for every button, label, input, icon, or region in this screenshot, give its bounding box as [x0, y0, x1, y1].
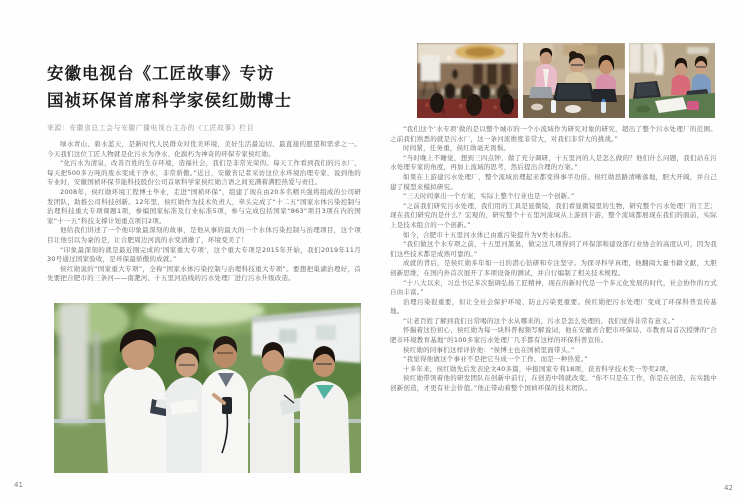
article-title-line1: 安徽电视台《工匠故事》专访	[47, 64, 275, 83]
paragraph: 如今，合肥市十五里河水体已由重污染提升为Ⅴ类水标准。	[403, 230, 576, 239]
right-page-body	[390, 125, 717, 473]
conference-room-art	[417, 43, 518, 118]
paragraph: “我觉得他做这个事业不是把它当成一个工作，而是一种热爱。”	[403, 355, 588, 364]
paragraph: 时间紧，任务重，侯红勋毫无畏惧。	[403, 144, 511, 153]
paragraph: 侯红勋带领着他的研发团队在创新中前行，在创造中铸就改变。“你不只是在工作，你是在创造，在实践中创新创造，才更有社会价值。”他正带动着整个国祯环保的技术团队。	[390, 374, 717, 393]
three-researchers-art	[523, 43, 625, 118]
page-number-42: 42	[724, 484, 733, 492]
paragraph: “化污水为清泉，改善百姓的生存环境，造福社会，我们是非常光荣的。每天工作看到我们的污水厂，每天把500多万吨的废水变成干净水，非常骄傲。”近日，安徽省记者采访这位水环境治理专家，说到他的专业时，安徽国祯环保节能科技股份公司首席科学家侯红勋言语之间充满着满腔热爱与责任。	[47, 159, 361, 187]
research-team-outdoor-photo	[54, 303, 361, 473]
two-researchers-worktable-photo	[629, 43, 715, 118]
article-source: 来源：安徽省总工会与安徽广播电视台主办的《工匠故事》栏目	[47, 124, 255, 132]
paragraph: “我们做这个水专项之前，十五里河黑臭，做完这几项得到了环保部和建设部行业协会的高度认可，因为我们这些技术都是成熟可靠的。”	[390, 240, 717, 258]
paragraph: 他给我们讲述了一个他印象最深刻的故事，是他从事的最大的一个水体污染控制与治理项目，这个项目让他引以为豪的是，让合肥周边河流的水变清澈了，环境变美了！	[47, 226, 361, 244]
paragraph: “让老百姓了解到我们日常喝的这个水从哪来的，污水是怎么处理的，我们觉得非常有意义。”	[403, 316, 675, 325]
article-title	[47, 60, 367, 114]
paragraph: 治理污染很重要，但让全社会保护环境、防止污染更重要。侯红勋把污水处理厂变成了环保科普宣传基地。	[390, 297, 717, 316]
paragraph: 绿水青山、碧水蓝天，是新时代人民群众对优美环境、美好生活最迫切、最直接的愿望和需求之一。今天我们这位工匠人物就是化污水为净水、化腐朽为神奇的环保专家侯红勋。	[47, 140, 361, 158]
paragraph: 如果在上游建污水处理厂，整个流域治理起来都变得事半功倍。侯红勋思路清晰落地，胆大开阔，并自己建了模型来模拟研究。	[390, 172, 717, 191]
paragraph: 怀揣着这份初心，侯红勋为每一块科普视频写解说词，他在安徽省合肥市环保局、市教育局首次授牌的“合肥市环境教育基地”的100多家污水处理厂几乎都有这样的环保科普宣传。	[390, 326, 717, 345]
paragraph: 2008年，侯红勋环境工程博士毕业，走进“国祯环保”，组建了现在由20多名精兵强将组成的公司研发团队，助推公司科技创新。12年里，侯红勋作为技术负责人，牵头完成了“十二五”国家水体污染控制与治理科技重大专项课题1项，参编国家标准及行业标准5项，参与完成包括国家“863”项目3项在内的国家“十一五”科技支撑计划重点项目2项。	[47, 187, 361, 225]
left-page-body	[47, 140, 361, 300]
paragraph: 十多年来，侯红勋先后发表论文40多篇，申报国家专利18项，获省科学技术奖一等奖2项。	[403, 364, 673, 373]
photo-strip	[417, 43, 717, 118]
conference-room-photo	[417, 43, 518, 118]
page-number-41: 41	[14, 481, 23, 489]
article-title-line2: 国祯环保首席科学家侯红勋博士	[47, 91, 292, 110]
paragraph: 成就的背后，是侯红勋多年如一日的潜心钻研和专注坚守。为探寻科学真理，他翻阅大量书籍文献，大胆创新思维，在国内外首次展开了多项设备的测试，并自行编制了相关技术规程。	[390, 259, 717, 277]
research-team-outdoor-photo-art	[54, 303, 361, 473]
paragraph: “我们这个‘水专项’做的是以整个城市的一个小流域作为研究对象的研究，超出了整个污水处理厂的范围。之前我们熟悉的就是污水厂，这一条河流维度非常大，对我们非常大的挑战。”	[390, 125, 717, 143]
paragraph: 侯红勋的同事们这样评价他：“侯博士也在国祯里面带头。”	[403, 345, 575, 354]
paragraph: “十八大以来，习总书记多次强调弘扬工匠精神，现在的新时代是一个多元化发展的时代，社会协作的方式自由丰富。”	[390, 278, 717, 297]
paragraph: 侯红勋说的“国家重大专项”，全称“国家水体污染控制与治理科技重大专项”。要想把巢湖治理好，首先要把合肥市的三条河——南淝河、十五里河沿线的污水处理厂进行污水升级改造。	[47, 264, 361, 283]
three-researchers-laptops-photo	[523, 43, 625, 118]
paragraph: “当时晚上不睡觉，想到三四点钟，做了充分调研，十五里河的人是怎么做的？他们什么问题，我们站在污水处理专家的角度，再加上流域的思考，然后提出合理的方案。”	[390, 153, 717, 172]
paragraph: “之前我们研究污水处理，我们用的工具是显微镜，我们看显微镜里的生物，研究整个污水处理厂的工艺；现在我们研究的是什么？宏观的，研究整个十五里河流域从上游到下游，整个流域都展现在我们的面前，实际上是技术组合的一个创新。”	[390, 201, 717, 229]
paragraph: “印象最深刻的就是最近刚完成的‘国家重大专项’，这个重大专项是2015年开始，我们2019年11月30号通过国家验收，是环保最骄傲的成就。”	[47, 245, 361, 264]
two-researchers-art	[629, 43, 715, 118]
paragraph: “三天时间拿出一个方案，实际上整个行业也是一个创新。”	[403, 192, 575, 201]
